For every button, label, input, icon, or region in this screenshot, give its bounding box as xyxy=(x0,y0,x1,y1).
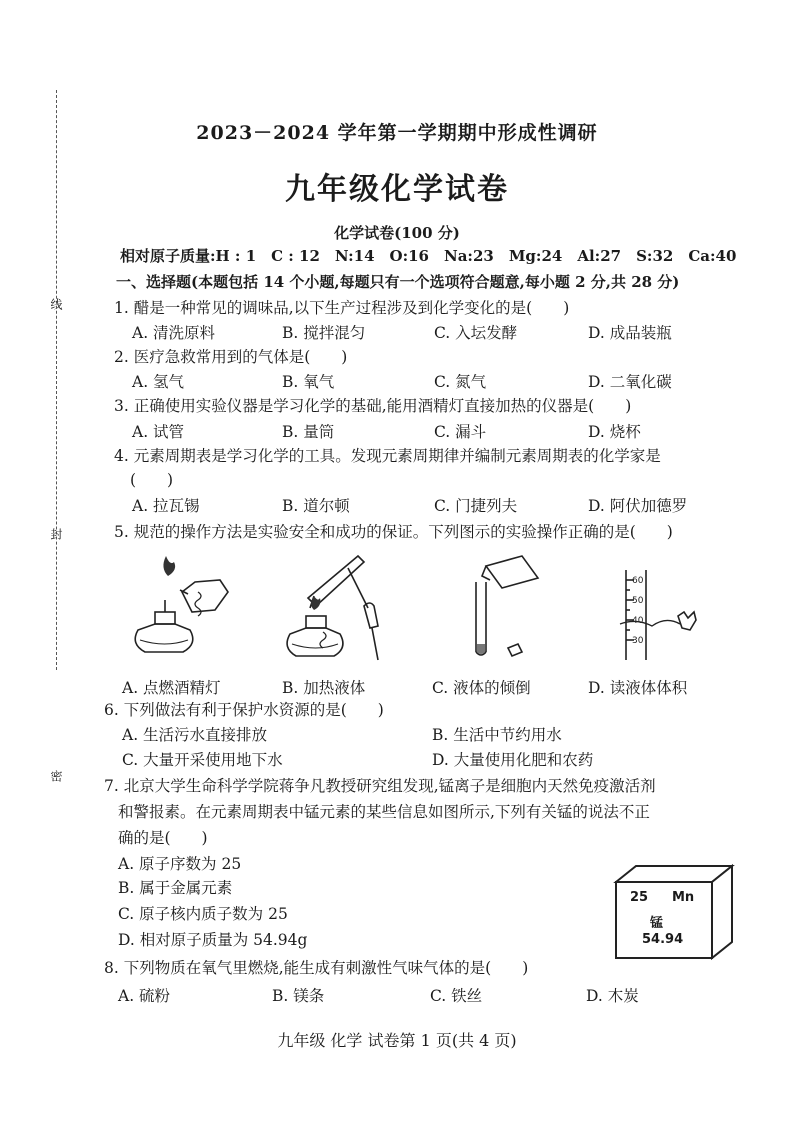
element-mass: 54.94 xyxy=(642,932,684,947)
page-footer: 九年级 化学 试卷第 1 页(共 4 页) xyxy=(277,1031,517,1050)
q1-option-c[interactable]: C. 入坛发酵 xyxy=(434,324,518,342)
q6-option-d[interactable]: D. 大量使用化肥和农药 xyxy=(432,751,594,769)
question-8-stem: 8. 下列物质在氧气里燃烧,能生成有刺激性气味气体的是( ) xyxy=(104,959,529,977)
q6-option-a[interactable]: A. 生活污水直接排放 xyxy=(122,726,268,744)
q1-option-d[interactable]: D. 成品装瓶 xyxy=(588,324,672,342)
question-7-stem-line2: 和警报素。在元素周期表中锰元素的某些信息如图所示,下列有关锰的说法不正 xyxy=(118,803,650,821)
atomic-masses: 相对原子质量:H : 1 C : 12 N:14 O:16 Na:23 Mg:24 Al:27 S:32 Ca:40 xyxy=(120,247,737,265)
question-3-stem: 3. 正确使用实验仪器是学习化学的基础,能用酒精灯直接加热的仪器是( ) xyxy=(114,397,632,415)
exam-title: 九年级化学试卷 xyxy=(285,172,509,207)
element-number: 25 xyxy=(630,890,649,905)
question-6-stem: 6. 下列做法有利于保护水资源的是( ) xyxy=(104,701,384,719)
q4-option-c[interactable]: C. 门捷列夫 xyxy=(434,497,518,515)
question-4-stem-cont: ( ) xyxy=(130,471,174,489)
tick-60: 60 xyxy=(632,576,644,586)
side-label-line: 线 xyxy=(49,298,63,310)
question-1-stem: 1. 醋是一种常见的调味品,以下生产过程涉及到化学变化的是( ) xyxy=(114,299,570,317)
q5-option-c[interactable]: C. 液体的倾倒 xyxy=(432,679,531,697)
figure-d-graduated-cylinder xyxy=(610,566,720,666)
figure-b-heating-liquid xyxy=(268,548,398,670)
q7-option-c[interactable]: C. 原子核内质子数为 25 xyxy=(118,905,288,923)
q3-option-c[interactable]: C. 漏斗 xyxy=(434,423,487,441)
question-7-stem-line1: 7. 北京大学生命科学学院蒋争凡教授研究组发现,锰离子是细胞内天然免疫激活剂 xyxy=(104,777,656,795)
paper-subtitle: 化学试卷(100 分) xyxy=(334,224,460,242)
question-7-stem-line3: 确的是( ) xyxy=(118,829,208,847)
q2-option-b[interactable]: B. 氧气 xyxy=(282,373,335,391)
q3-option-d[interactable]: D. 烧杯 xyxy=(588,423,641,441)
q2-option-d[interactable]: D. 二氧化碳 xyxy=(588,373,672,391)
q5-option-d[interactable]: D. 读液体体积 xyxy=(588,679,688,697)
question-4-stem: 4. 元素周期表是学习化学的工具。发现元素周期律并编制元素周期表的化学家是 xyxy=(114,447,661,465)
element-tile-manganese xyxy=(612,862,740,962)
tick-50: 50 xyxy=(632,596,644,606)
q7-option-b[interactable]: B. 属于金属元素 xyxy=(118,879,233,897)
figure-c-pouring-liquid xyxy=(450,552,550,664)
q3-option-a[interactable]: A. 试管 xyxy=(132,423,185,441)
section-heading: 一、选择题(本题包括 14 个小题,每题只有一个选项符合题意,每小题 2 分,共 28 分) xyxy=(116,273,680,291)
q7-option-d[interactable]: D. 相对原子质量为 54.94g xyxy=(118,931,308,949)
side-label-secret: 密 xyxy=(49,770,63,782)
q6-option-b[interactable]: B. 生活中节约用水 xyxy=(432,726,562,744)
question-5-stem: 5. 规范的操作方法是实验安全和成功的保证。下列图示的实验操作正确的是( ) xyxy=(114,523,673,541)
q6-option-c[interactable]: C. 大量开采使用地下水 xyxy=(122,751,283,769)
q4-option-a[interactable]: A. 拉瓦锡 xyxy=(132,497,200,515)
q2-option-a[interactable]: A. 氢气 xyxy=(132,373,185,391)
question-2-stem: 2. 医疗急救常用到的气体是( ) xyxy=(114,348,348,366)
side-label-seal: 封 xyxy=(49,528,63,540)
q8-option-c[interactable]: C. 铁丝 xyxy=(430,987,483,1005)
element-symbol: Mn xyxy=(672,890,695,905)
figure-a-alcohol-lamp xyxy=(120,552,240,672)
q8-option-a[interactable]: A. 硫粉 xyxy=(118,987,171,1005)
q1-option-a[interactable]: A. 清洗原料 xyxy=(132,324,216,342)
element-name: 锰 xyxy=(650,916,664,931)
q3-option-b[interactable]: B. 量筒 xyxy=(282,423,335,441)
q7-option-a[interactable]: A. 原子序数为 25 xyxy=(118,855,242,873)
exam-period-title: 2023－2024 学年第一学期期中形成性调研 xyxy=(196,122,598,144)
q5-option-b[interactable]: B. 加热液体 xyxy=(282,679,366,697)
q5-option-a[interactable]: A. 点燃酒精灯 xyxy=(122,679,221,697)
q8-option-b[interactable]: B. 镁条 xyxy=(272,987,325,1005)
q8-option-d[interactable]: D. 木炭 xyxy=(586,987,639,1005)
q4-option-d[interactable]: D. 阿伏加德罗 xyxy=(588,497,688,515)
q4-option-b[interactable]: B. 道尔顿 xyxy=(282,497,350,515)
tick-30: 30 xyxy=(632,636,644,646)
tick-40: 40 xyxy=(632,616,644,626)
q2-option-c[interactable]: C. 氮气 xyxy=(434,373,487,391)
q1-option-b[interactable]: B. 搅拌混匀 xyxy=(282,324,366,342)
